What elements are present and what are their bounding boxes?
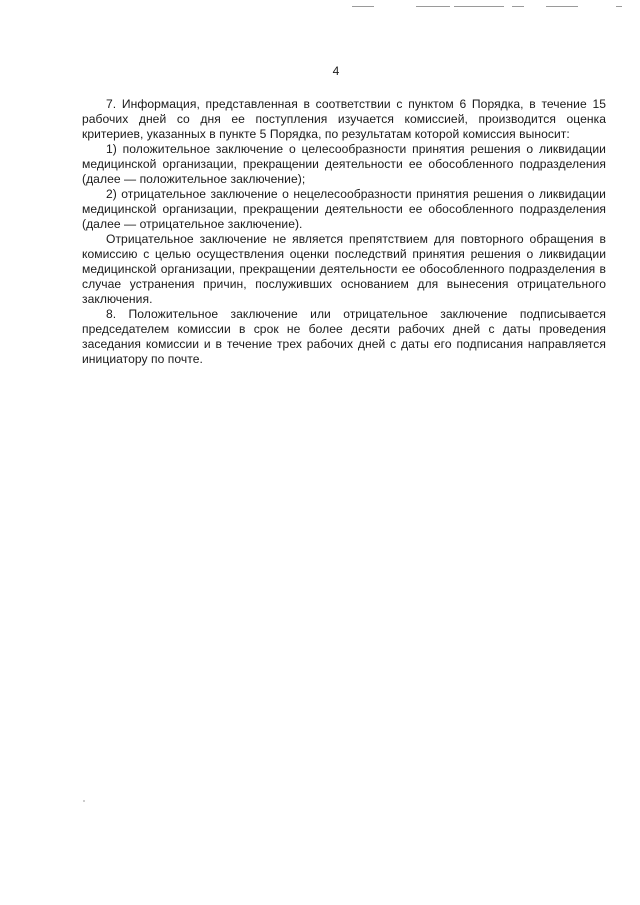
scan-dot bbox=[83, 800, 85, 802]
scan-mark bbox=[512, 6, 524, 7]
paragraph-item-7: 7. Информация, представленная в соответствии с пунктом 6 Порядка, в течение 15 рабочих дней со дня ее поступления изучается комиссией, производится оценка критериев, указанных в пункте 5 Порядка, по результатам которой комиссия выносит: bbox=[82, 97, 606, 141]
paragraph-subitem-2: 2) отрицательное заключение о нецелесообразности принятия решения о ликвидации медицинской организации, прекращении деятельности ее обособленного подразделения (далее — отрицательное заключение). bbox=[82, 187, 606, 231]
paragraph-subitem-1: 1) положительное заключение о целесообразности принятия решения о ликвидации медицинской организации, прекращении деятельности ее обособленного подразделения (далее — положительное заключение); bbox=[82, 142, 606, 186]
scan-mark bbox=[546, 6, 578, 7]
scan-mark bbox=[454, 6, 504, 7]
scan-mark bbox=[352, 6, 374, 7]
scan-mark bbox=[416, 6, 450, 7]
page-number: 4 bbox=[332, 64, 340, 78]
paragraph-negative-note: Отрицательное заключение не является препятствием для повторного обращения в комиссию с целью осуществления оценки последствий принятия решения о ликвидации медицинской организации, прекращении деятельности ее обособленного подразделения в случае устранения причин, послуживших основанием для вынесения отрицательного заключения. bbox=[82, 232, 606, 306]
paragraph-item-8: 8. Положительное заключение или отрицательное заключение подписывается председателем комиссии в срок не более десяти рабочих дней с даты проведения заседания комиссии и в течение трех рабочих дней с даты его подписания направляется инициатору по почте. bbox=[82, 307, 606, 366]
scan-artifacts bbox=[0, 6, 640, 10]
document-body bbox=[82, 97, 606, 367]
scan-mark bbox=[616, 6, 622, 7]
